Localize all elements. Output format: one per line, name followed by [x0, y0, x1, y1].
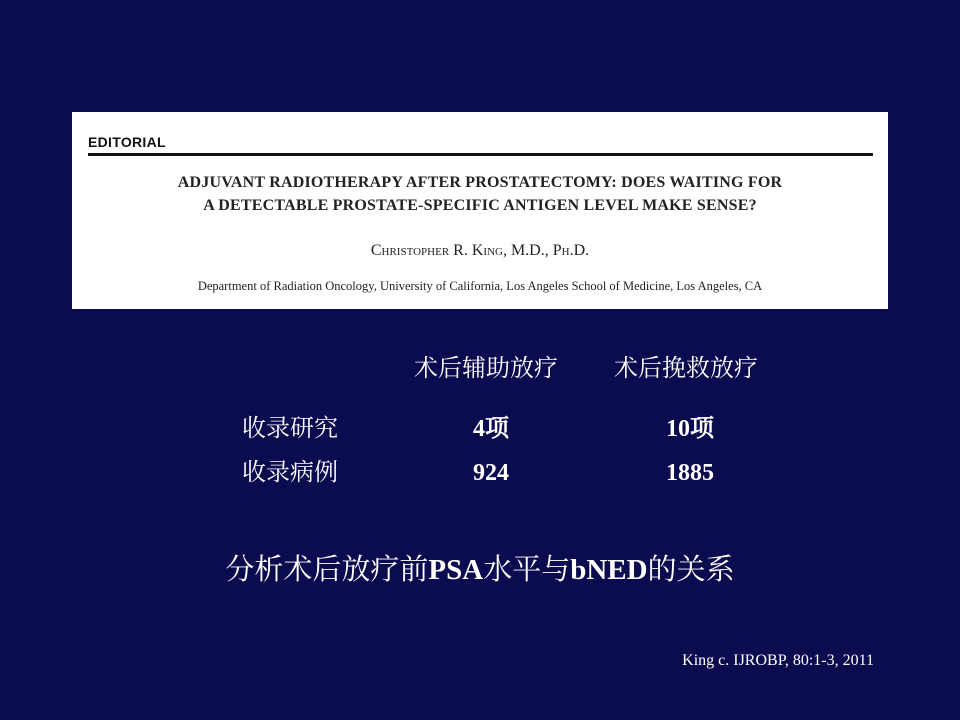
article-affiliation: Department of Radiation Oncology, University of California, Los Angeles School of Medicine, Los Angeles, CA	[197, 279, 763, 293]
cases-adjuvant-value: 924	[473, 460, 509, 486]
citation: King c. IJROBP, 80:1-3, 2011	[682, 652, 874, 669]
editorial-clipping	[72, 112, 888, 309]
studies-salvage-value: 10项	[666, 416, 714, 442]
article-author: Christopher R. King, M.D., Ph.D.	[370, 242, 590, 259]
summary-part3: 水平与	[483, 554, 571, 586]
summary-part1: 分析术后放疗前	[225, 554, 429, 586]
article-title-line2: A DETECTABLE PROSTATE-SPECIFIC ANTIGEN LEVEL MAKE SENSE?	[203, 197, 757, 214]
article-title-line1: ADJUVANT RADIOTHERAPY AFTER PROSTATECTOMY: DOES WAITING FOR	[177, 174, 783, 191]
row-label-cases: 收录病例	[242, 460, 338, 486]
summary-part5: 的关系	[647, 554, 735, 586]
column-header-adjuvant: 术后辅助放疗	[414, 356, 558, 382]
editorial-label: EDITORIAL	[88, 134, 166, 150]
row-label-studies: 收录研究	[242, 416, 338, 442]
column-header-salvage: 术后挽救放疗	[614, 356, 758, 382]
editorial-rule	[88, 153, 873, 156]
summary-psa: PSA	[428, 554, 484, 586]
summary-bned: bNED	[570, 554, 648, 586]
cases-salvage-value: 1885	[666, 460, 714, 486]
studies-adjuvant-value: 4项	[473, 416, 509, 442]
summary-statement	[0, 552, 960, 588]
